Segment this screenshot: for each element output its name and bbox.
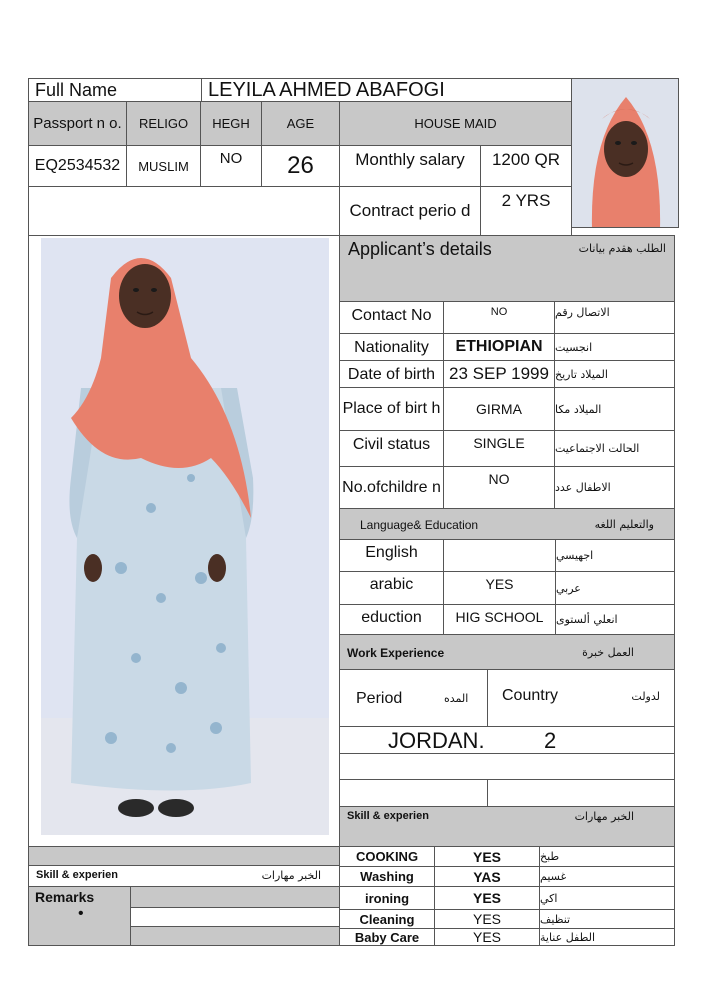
applicant-row-ar: الاتصال رقم	[554, 301, 675, 334]
salary-label: Monthly salary	[339, 145, 481, 187]
left-skills-title: Skill & experien	[36, 869, 118, 881]
blank-row	[28, 186, 340, 236]
skill-row-label: Washing	[339, 866, 435, 887]
skill-row-ar: الطفل عناية	[539, 928, 675, 946]
skill-row-ar: اكي	[539, 886, 675, 910]
language-row-ar: انعلي ألستوى	[555, 604, 675, 635]
language-row-label: eduction	[339, 604, 444, 635]
full-name-label: Full Name	[28, 78, 202, 102]
applicant-title-ar: الطلب هقدم بيانات	[578, 242, 666, 255]
religion-label: RELIGO	[126, 101, 201, 146]
language-title-ar: والتعليم اللغه	[594, 518, 654, 531]
language-header	[339, 508, 675, 540]
remarks-line-1	[130, 886, 340, 908]
applicant-row-ar: انجسيت	[554, 333, 675, 361]
skill-row-value: YES	[434, 928, 540, 946]
skills-header	[339, 806, 675, 847]
country-label-ar: لدولت	[631, 690, 660, 703]
applicant-row-value: GIRMA	[443, 387, 555, 431]
language-row-ar: عربي	[555, 571, 675, 605]
applicant-row-value: ETHIOPIAN	[443, 333, 555, 361]
work-entry-period: 2	[544, 728, 557, 753]
work-entry-row	[339, 726, 675, 754]
skill-row-label: COOKING	[339, 846, 435, 867]
left-grey-strip	[28, 846, 340, 866]
applicant-row-label: No.ofchildre n	[339, 466, 444, 509]
work-title-ar: العمل خبرة	[582, 646, 634, 659]
skill-row-ar: تنظيف	[539, 909, 675, 929]
applicant-row-label: Place of birt h	[339, 387, 444, 431]
work-blank-row-1	[339, 753, 675, 780]
work-entry-country: JORDAN.	[388, 728, 485, 753]
work-period-header	[339, 669, 488, 727]
passport-value: EQ2534532	[28, 145, 127, 187]
work-title: Work Experience	[347, 646, 445, 660]
applicant-row-value: 23 SEP 1999	[443, 360, 555, 388]
portrait-illustration	[572, 79, 679, 228]
portrait-photo	[571, 78, 679, 228]
full-body-photo	[41, 238, 329, 835]
skill-row-value: YES	[434, 886, 540, 910]
applicant-row-ar: الاطفال عدد	[554, 466, 675, 509]
applicant-row-ar: الميلاد تاريخ	[554, 360, 675, 388]
passport-label: Passport n o.	[28, 101, 127, 146]
applicant-title: Applicant’s details	[348, 239, 492, 259]
work-blank-row-2b	[487, 779, 675, 807]
remarks-label: Remarks	[35, 889, 95, 905]
applicant-row-value: NO	[443, 466, 555, 509]
applicant-row-ar: الميلاد مكا	[554, 387, 675, 431]
applicant-row-label: Nationality	[339, 333, 444, 361]
period-label-ar: المده	[444, 692, 469, 705]
height-value: NO	[200, 145, 262, 187]
full-name-value: LEYILA AHMED ABAFOGI	[201, 78, 572, 102]
height-label: HEGH	[200, 101, 262, 146]
skills-title-ar: الخبر مهارات	[574, 810, 634, 823]
contract-value: 2 YRS	[480, 186, 572, 236]
language-title: Language& Education	[360, 518, 479, 532]
age-label: AGE	[261, 101, 340, 146]
applicant-row-label: Date of birth	[339, 360, 444, 388]
skill-row-label: Baby Care	[339, 928, 435, 946]
full-photo-frame	[28, 235, 340, 847]
language-row-label: English	[339, 539, 444, 572]
applicant-row-label: Contact No	[339, 301, 444, 334]
skill-row-value: YAS	[434, 866, 540, 887]
applicant-row-ar: الحالت الاجتماعيت	[554, 430, 675, 467]
applicant-row-value: NO	[443, 301, 555, 334]
applicant-header	[339, 235, 675, 302]
left-skills-row	[28, 865, 340, 887]
religion-value: MUSLIM	[126, 145, 201, 187]
language-row-value	[443, 539, 556, 572]
salary-value: 1200 QR	[480, 145, 572, 187]
remarks-line-3	[130, 926, 340, 946]
skill-row-value: YES	[434, 846, 540, 867]
skill-row-label: Cleaning	[339, 909, 435, 929]
skill-row-ar: طبخ	[539, 846, 675, 867]
work-blank-row-2a	[339, 779, 488, 807]
applicant-row-label: Civil status	[339, 430, 444, 467]
country-label: Country	[502, 687, 559, 704]
remarks-bullet: •	[78, 905, 84, 922]
contract-label: Contract perio d	[339, 186, 481, 236]
period-label: Period	[356, 690, 403, 707]
skill-row-value: YES	[434, 909, 540, 929]
skill-row-label: ironing	[339, 886, 435, 910]
language-row-value: HIG SCHOOL	[443, 604, 556, 635]
left-skills-title-ar: الخبر مهارات	[261, 869, 321, 882]
age-value: 26	[261, 145, 340, 187]
remarks-cell	[28, 886, 131, 946]
skill-row-ar: غسيم	[539, 866, 675, 887]
remarks-line-2	[130, 907, 340, 927]
skills-title: Skill & experien	[347, 810, 429, 822]
work-country-header	[487, 669, 675, 727]
position-label: HOUSE MAID	[339, 101, 572, 146]
language-row-label: arabic	[339, 571, 444, 605]
applicant-row-value: SINGLE	[443, 430, 555, 467]
language-row-value: YES	[443, 571, 556, 605]
language-row-ar: اجهيسي	[555, 539, 675, 572]
work-header	[339, 634, 675, 670]
